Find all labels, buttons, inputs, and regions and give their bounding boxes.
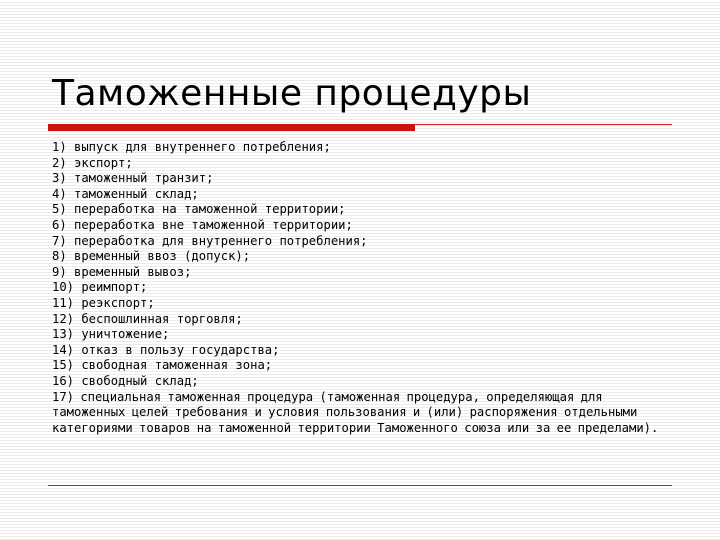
list-item: 15) свободная таможенная зона;: [52, 358, 273, 373]
list-item: 12) беспошлинная торговля;: [52, 311, 243, 326]
list-item: 16) свободный склад;: [52, 373, 199, 388]
list-item: 9) временный вывоз;: [52, 264, 192, 279]
list-item: 1) выпуск для внутреннего потребления;: [52, 140, 331, 154]
list-item: 6) переработка вне таможенной территории;: [52, 217, 353, 232]
list-item: 7) переработка для внутреннего потребления;: [52, 233, 368, 248]
list-item: 13) уничтожение;: [52, 327, 170, 342]
list-item: 10) реимпорт;: [52, 280, 148, 295]
procedure-list: [52, 140, 664, 436]
list-item: 5) переработка на таможенной территории;: [52, 202, 346, 217]
list-item: 17) специальная таможенная процедура (таможенная процедура, определяющая для таможенных целей требования и условия пользования и (или) распоряжения отдельными категориями товаров на таможенной территории Таможенного союза или за ее пределами).: [52, 389, 659, 435]
list-item: 4) таможенный склад;: [52, 186, 199, 201]
list-item: 3) таможенный транзит;: [52, 171, 214, 186]
list-item: 2) экспорт;: [52, 155, 133, 170]
list-item: 8) временный ввоз (допуск);: [52, 249, 251, 264]
list-item: 11) реэкспорт;: [52, 295, 155, 310]
title-accent-bar: [48, 124, 415, 131]
list-item: 14) отказ в пользу государства;: [52, 342, 280, 357]
footer-rule: [48, 485, 672, 486]
slide-title: Таможенные процедуры: [52, 73, 532, 114]
